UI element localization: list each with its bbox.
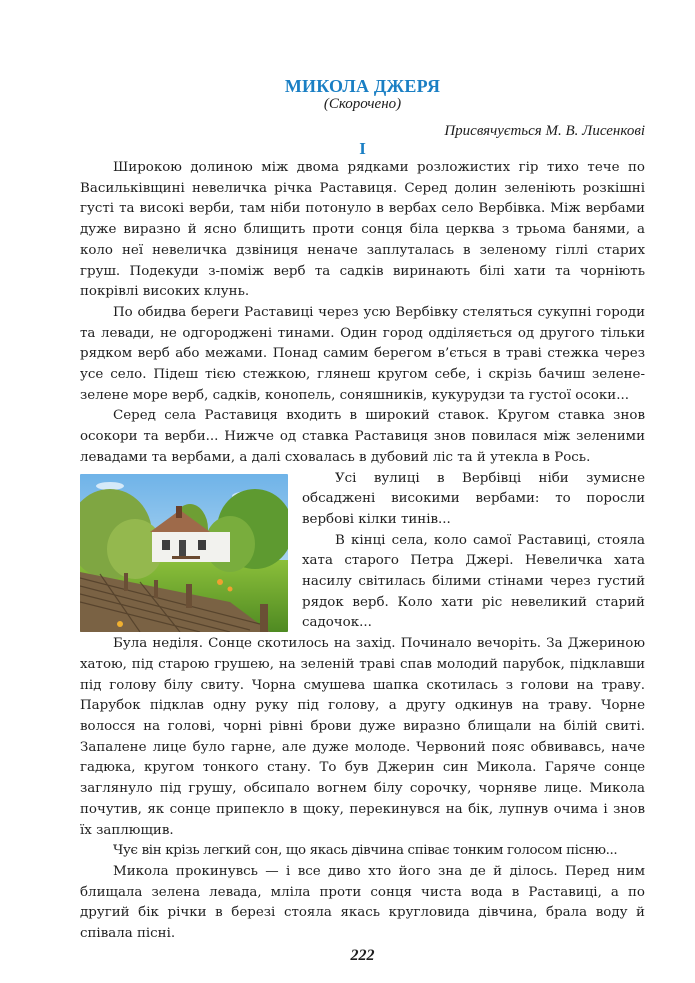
- chapter-number: I: [359, 139, 366, 158]
- story-text: [80, 158, 645, 945]
- paragraph: Усі вулиці в Вербівці ніби зумисне обсаджені високими вербами: то поросли вербові кілки тинів...: [302, 470, 645, 527]
- village-house-photo: [80, 474, 288, 632]
- paragraph: Широкою долиною між двома рядками розложистих гір тихо тече по Васильківщині невеличка річка Раставиця. Серед долин зеленіють розкішні густі та високі верби, там ніби потонуло в вербах село Вербівка. Між вербами дуже виразно й ясно блищить проти сонця біла церква з трьома банями, а коло неї невеличка дзвіниця неначе заплуталась в зеленому гіллі старих груш. Подекуди з-поміж верб та садків виринають білі хати та чорніють покрівлі високих клунь.: [80, 160, 645, 300]
- paragraph: В кінці села, коло самої Раставиці, стояла хата старого Петра Джері. Невеличка хата насилу світилась білими стінами через густий рядок верб. Коло хати ріс невеликий старий садочок...: [302, 532, 645, 631]
- story-subtitle: (Скорочено): [323, 96, 402, 112]
- paragraph: Микола прокинувсь — і все диво хто його зна де й ділось. Перед ним блищала зелена левада, мліла проти сонця чиста вода в Раставиці, а по другий бік річки в березі стояла якась кругловида дівчина, брала воду й співала пісні.: [80, 863, 645, 942]
- page-number: 222: [350, 947, 375, 964]
- paragraph: По обидва береги Раставиці через усю Вербівку стеляться сукупні городи та левади, не одгороджені тинами. Один город одділяється од другого тільки рядком верб або межами. Понад самим берегом в’ється в траві стежка через усе село. Підеш тією стежкою, глянеш кругом себе, і скрізь бачиш зелене-зелене море верб, садків, конопель, соняшників, кукурудзи та густої осоки...: [80, 304, 645, 403]
- paragraph: Серед села Раставиця входить в широкий ставок. Кругом ставка знов осокори та верби... Нижче од ставка Раставиця знов повилася між зеленими левадами та вербами, а далі сховалась в дубовий ліс та й утекла в Рось.: [80, 408, 645, 465]
- paragraph: Чує він крізь легкий сон, що якась дівчина співає тонким голосом пісню...: [113, 843, 618, 859]
- photo-village-house-icon: [80, 474, 288, 632]
- story-title: МИКОЛА ДЖЕРЯ: [284, 76, 441, 96]
- paragraph: Була неділя. Сонце скотилось на захід. Починало вечоріть. За Джериною хатою, під старою грушею, на зеленій траві спав молодий парубок, підклавши під голову білу свиту. Чорна смушева шапка скотилась з голови на траву. Парубок підклав одну руку під голову, а другу одкинув на траву. Чорне волосся на голові, чорні рівні брови дуже виразно блищали на білій свиті. Запалене лице було гарне, але дуже молоде. Червоний пояс обвивавсь, наче гадюка, кругом тонкого стану. То був Джерин син Микола. Гаряче сонце заглянуло під грушу, обсипало вогнем білу сорочку, чорняве лице. Микола почутив, як сонце припекло в щоку, перекинувся на бік, лупнув очима і знов їх заплющив.: [80, 636, 645, 838]
- dedication: Присвячується М. В. Лисенкові: [444, 123, 645, 139]
